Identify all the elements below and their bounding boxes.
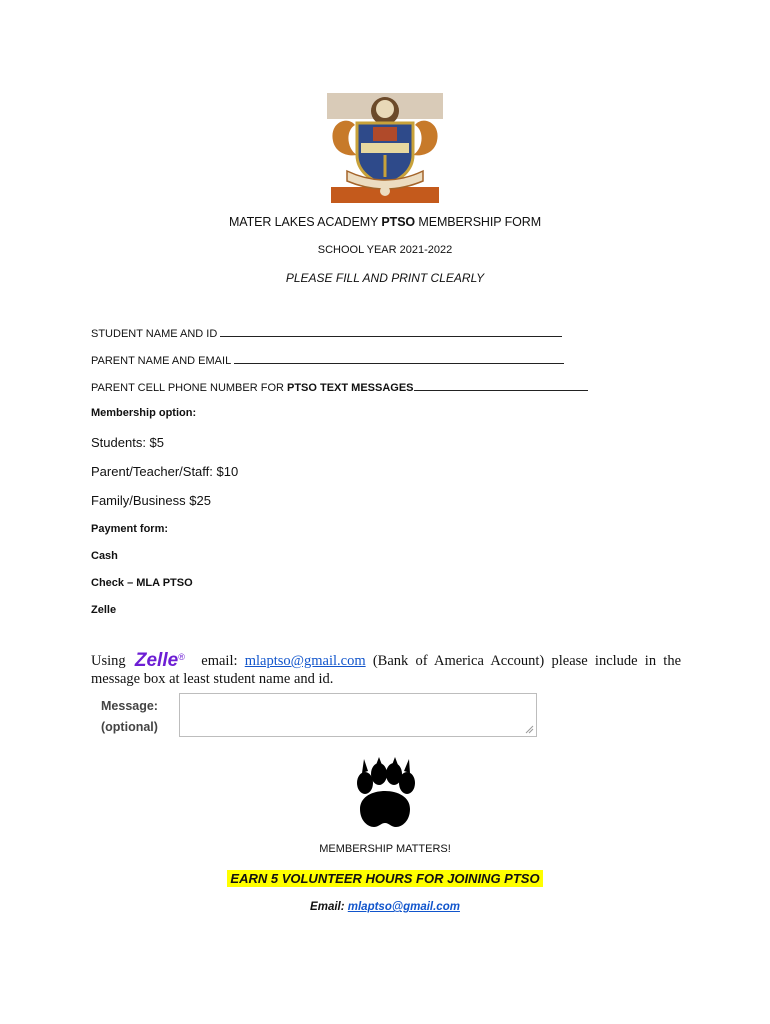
zelle-logo-text: Zelle [134, 650, 179, 671]
form-title-prefix: MATER LAKES ACADEMY [228, 215, 382, 229]
resize-grip-icon[interactable] [525, 725, 534, 734]
zelle-logo [135, 648, 185, 670]
message-label-line1: Message: [101, 699, 158, 713]
school-year: SCHOOL YEAR 2021-2022 [317, 244, 453, 256]
message-textarea[interactable] [179, 693, 537, 737]
student-name-blank[interactable] [220, 326, 562, 337]
parent-name-label: PARENT NAME AND EMAIL [91, 355, 231, 367]
zelle-email-label: email: [201, 653, 238, 669]
form-title-suffix: MEMBERSHIP FORM [415, 215, 542, 229]
zelle-email-link[interactable]: mlaptso@gmail.com [244, 653, 366, 669]
payment-option: Zelle [91, 604, 117, 616]
paw-print-icon [352, 757, 418, 832]
message-label-line2: (optional) [101, 720, 158, 734]
membership-option: Parent/Teacher/Staff: $10 [91, 464, 239, 479]
membership-heading: Membership option: [91, 407, 197, 419]
parent-phone-label-bold: PTSO TEXT MESSAGES [287, 382, 414, 394]
membership-matters: MEMBERSHIP MATTERS! [319, 843, 451, 855]
parent-phone-blank[interactable] [414, 380, 588, 391]
zelle-logo-reg: ® [178, 652, 185, 662]
earn-hours-text: EARN 5 VOLUNTEER HOURS FOR JOINING PTSO [227, 870, 542, 887]
payment-heading: Payment form: [91, 523, 169, 535]
payment-option: Check – MLA PTSO [91, 577, 193, 589]
zelle-instructions [91, 648, 681, 688]
fill-instruction: PLEASE FILL AND PRINT CLEARLY [285, 271, 485, 285]
form-title-bold: PTSO [381, 215, 416, 229]
payment-option: Cash [91, 550, 118, 562]
footer-email-link[interactable]: mlaptso@gmail.com [347, 901, 460, 913]
form-title [0, 215, 770, 229]
student-name-label: STUDENT NAME AND ID [91, 328, 218, 340]
footer-email [0, 901, 770, 913]
student-name-field [91, 326, 562, 340]
membership-option: Students: $5 [91, 435, 164, 450]
zelle-using-text: Using [91, 653, 126, 669]
parent-phone-field [91, 380, 588, 394]
message-label [101, 696, 158, 738]
parent-name-blank[interactable] [234, 353, 564, 364]
earn-hours-banner [0, 870, 770, 888]
footer-email-label: Email: [310, 901, 345, 913]
zelle-instructions-rest: (Bank of America Account) please include in the message box at least student name and id. [91, 653, 682, 687]
school-crest-logo [327, 93, 443, 203]
parent-name-field [91, 353, 564, 367]
parent-phone-label: PARENT CELL PHONE NUMBER FOR [91, 382, 287, 394]
membership-option: Family/Business $25 [91, 493, 211, 508]
